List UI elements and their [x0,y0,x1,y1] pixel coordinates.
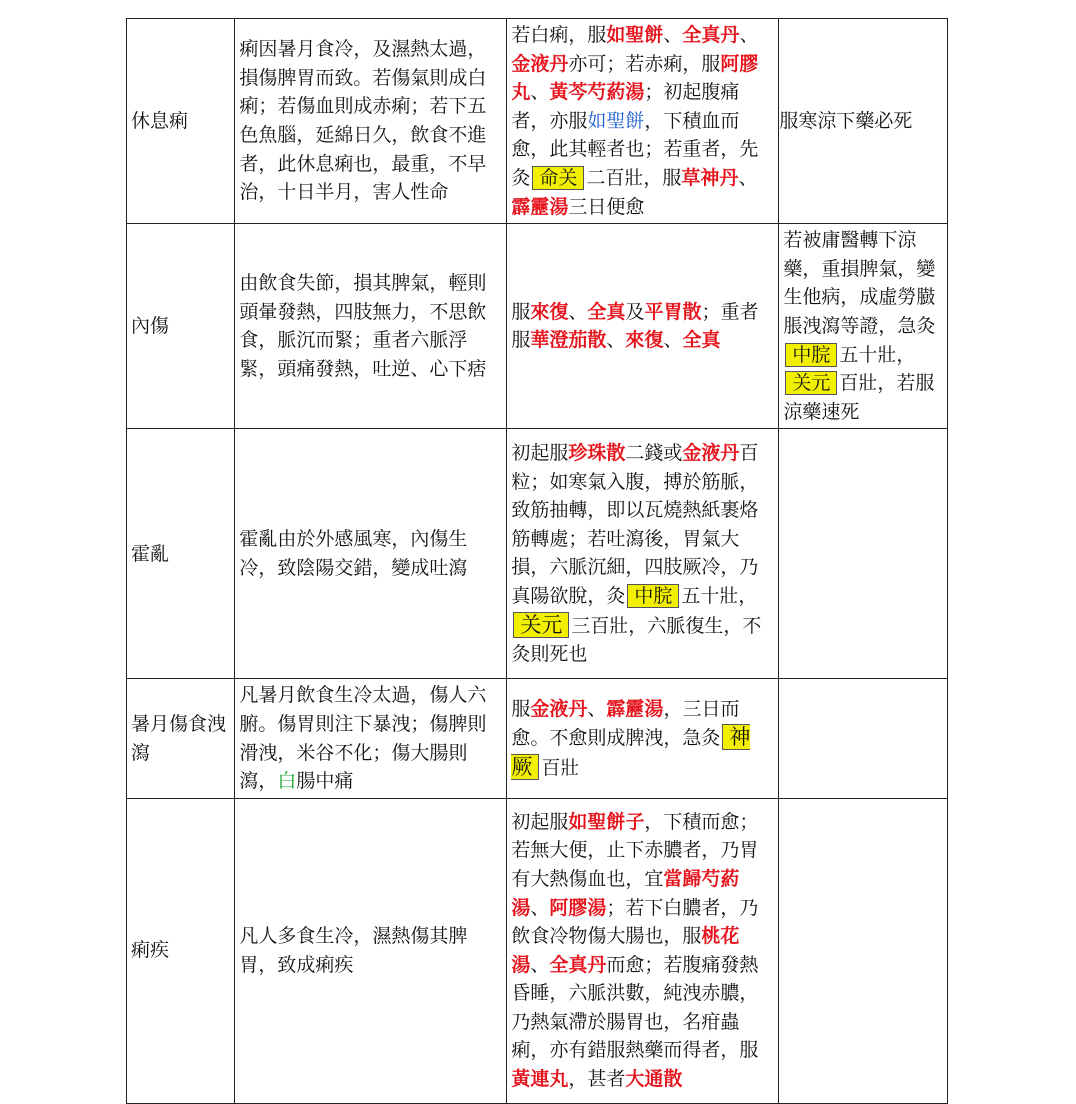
text-segment: 若被庸醫轉下涼藥，重損脾氣，變生他病，成虛勞臌脹洩瀉等證，急灸 [783,229,936,337]
text-segment: 、 [530,896,550,919]
moxibustion-cell [779,798,948,1103]
remedy-name: 全真丹 [549,953,607,976]
text-segment: 二百壯，服 [586,166,682,189]
text-segment: 初起服 [511,810,569,833]
text-segment: 服寒涼下藥必死 [779,109,913,132]
text-segment: 而愈；若腹痛發熱昏睡，六脈洪數，純洩赤膿，乃熱氣滯於腸胃也，名疳蟲痢，亦有錯服熱藥而得者，服 [511,953,759,1062]
text-segment: 百粒；如寒氣入腹，搏於筋脈，致筋抽轉，即以瓦燒熱紙裹烙筋轉處；若吐瀉後，胃氣大損，六脈沉細，四肢厥冷，乃真陽欲脫，灸 [511,441,759,607]
acupoint-label: 中脘 [785,343,837,367]
remedy-name: 金液丹 [530,697,588,720]
text-segment: 、 [663,24,683,46]
disease-name: 痢疾 [127,798,235,1103]
text-segment: 初起服 [511,441,569,464]
text-segment: 亦可；若赤痢，服 [568,52,721,75]
table-row [127,429,948,679]
treatment-cell [507,19,779,224]
remedy-name: 大通散 [625,1068,683,1091]
text-segment: ；初起腹痛者，亦服 [511,81,740,132]
table-row [127,798,948,1103]
text-segment: ，三日而愈。不愈則成脾洩，急灸 [511,697,740,750]
remedy-name: 桃花湯 [511,925,740,976]
remedy-name: 珍珠散 [568,441,626,464]
moxibustion-cell [779,679,948,798]
text-segment: 、 [530,953,550,976]
text-segment: 、 [568,300,588,323]
table-row [127,224,948,429]
disease-cause: 凡人多食生冷，濕熱傷其脾胃，致成痢疾 [235,798,507,1103]
text-segment: 腸中痛 [296,770,354,793]
text-segment: ；若下白膿者，乃飲食冷物傷大腸也，服 [511,896,759,948]
remedy-name: 阿膠丸 [511,52,759,104]
remedy-name: 如聖餅 [606,24,664,46]
remedy-name: 黃連丸 [511,1068,569,1091]
remedy-name: 華澄茄散 [530,329,607,352]
text-segment: 三日便愈 [568,195,645,218]
text-segment: 服 [511,300,531,323]
text-segment: 五十壯， [681,584,758,607]
moxibustion-cell [779,224,948,429]
remedy-name: 全真 [682,329,721,352]
text-segment: 、 [587,697,607,720]
text-segment: 、 [738,166,758,189]
text-segment: ，甚者 [568,1068,626,1091]
treatment-cell [507,798,779,1103]
remedy-name: 黃芩芍葯湯 [549,81,645,104]
disease-name: 休息痢 [127,19,235,224]
moxibustion-cell [779,19,948,224]
remedy-name: 草神丹 [681,166,739,189]
text-segment: 百壯 [541,756,580,779]
disease-table [126,18,948,1104]
text-segment: ；重者服 [511,300,759,352]
remedy-name: 霹靂湯 [511,195,569,218]
disease-name: 霍亂 [127,429,235,679]
text-segment: 服 [511,697,531,720]
disease-cause: 痢因暑月食冷，及濕熱太過，損傷脾胃而致。若傷氣則成白痢；若傷血則成赤痢；若下五色魚腦，延綿日久，飲食不進者，此休息痢也，最重，不早治，十日半月，害人性命 [235,19,507,224]
remedy-name: 來復 [530,300,569,323]
remedy-name: 來復 [625,329,664,352]
table-row [127,679,948,798]
text-segment: 五十壯， [839,343,916,366]
acupoint-label: 命关 [532,166,584,190]
text-segment: 、 [606,329,626,352]
text-segment: 二錢或 [625,441,683,464]
remedy-name: 全真 [587,300,626,323]
remedy-name: 阿膠湯 [549,896,607,919]
remedy-name: 當歸芍葯湯 [511,867,740,919]
table-row [127,19,948,224]
remedy-name: 平胃散 [644,300,702,323]
disease-cause [235,679,507,798]
text-segment: 若白痢，服 [511,24,607,46]
remedy-name: 如聖餅子 [568,810,645,833]
treatment-cell [507,429,779,679]
remedy-name-alt: 如聖餅 [587,109,645,132]
text-segment: 、 [663,329,683,352]
acupoint-label: 中脘 [627,584,679,608]
text-segment: 凡暑月飲食生冷太過，傷人六腑。傷胃則注下暴洩；傷脾則滑洩，米谷不化；傷大腸則瀉， [239,684,487,793]
text-segment: ，下積而愈；若無大便，止下赤膿者，乃胃有大熱傷血也，宜 [511,810,759,890]
treatment-cell [507,679,779,798]
disease-name: 暑月傷食洩瀉 [127,679,235,798]
text-segment: 及 [625,300,645,323]
acupoint-label: 关元 [785,371,837,395]
moxibustion-cell [779,429,948,679]
text-segment: 、 [530,81,550,104]
text-segment: 百壯，若服涼藥速死 [783,372,935,423]
remedy-name: 全真丹 [682,24,740,46]
disease-cause: 由飲食失節，損其脾氣，輕則頭暈發熱，四肢無力，不思飲食，脈沉而緊；重者六脈浮緊，頭痛發熱，吐逆、心下痞 [235,224,507,429]
remedy-name: 金液丹 [682,441,740,464]
acupoint-label: 关元 [513,612,569,638]
text-segment: ，下積血而愈，此其輕者也；若重者，先灸 [511,109,759,189]
text-segment: 、 [739,24,759,46]
highlight-text: 白 [277,770,297,793]
disease-name: 內傷 [127,224,235,429]
disease-cause: 霍亂由於外感風寒，內傷生冷，致陰陽交錯，變成吐瀉 [235,429,507,679]
acupoint-label: 神厥 [511,725,751,779]
remedy-name: 霹靂湯 [606,697,664,720]
text-segment: 三百壯，六脈復生，不灸則死也 [511,614,762,666]
remedy-name: 金液丹 [511,52,569,75]
treatment-cell [507,224,779,429]
